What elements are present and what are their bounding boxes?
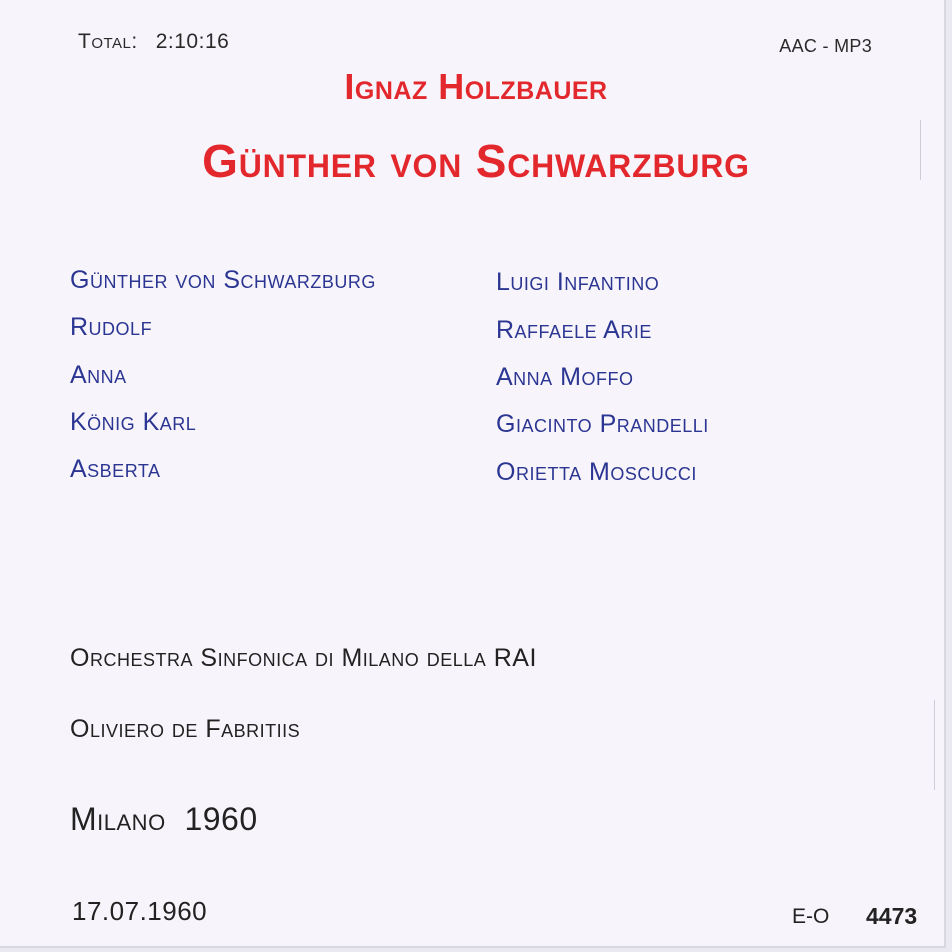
- audio-format: AAC - MP3: [779, 36, 872, 56]
- cast-singer: Raffaele Arie: [496, 316, 652, 344]
- total-duration: [78, 30, 229, 54]
- cast-role: Günther von Schwarzburg: [70, 266, 376, 294]
- work-title: Günther von Schwarzburg: [202, 135, 750, 187]
- paper-scuff-mark: [920, 120, 921, 180]
- cast-role: Rudolf: [70, 313, 153, 341]
- orchestra-name: Orchestra Sinfonica di Milano della RAI: [70, 644, 537, 672]
- cast-role: Anna: [70, 361, 127, 389]
- conductor-name: Oliviero de Fabritiis: [70, 715, 301, 743]
- cast-singer: Anna Moffo: [496, 363, 634, 391]
- cast-singer: Orietta Moscucci: [496, 458, 697, 486]
- recording-date: 17.07.1960: [72, 896, 208, 926]
- recording-place-year: Milano 1960: [70, 801, 258, 837]
- cast-singer: Giacinto Prandelli: [496, 410, 709, 438]
- cast-singer: Luigi Infantino: [496, 268, 660, 296]
- catalog-label: E-O: [792, 905, 830, 928]
- paper-scuff-mark: [934, 700, 935, 790]
- composer-name: Ignaz Holzbauer: [344, 66, 608, 107]
- total-label: Total:: [78, 30, 138, 53]
- total-value: 2:10:16: [155, 30, 230, 53]
- catalog-number: 4473: [866, 903, 918, 929]
- cast-role: Asberta: [70, 455, 161, 483]
- cast-role: König Karl: [70, 408, 197, 436]
